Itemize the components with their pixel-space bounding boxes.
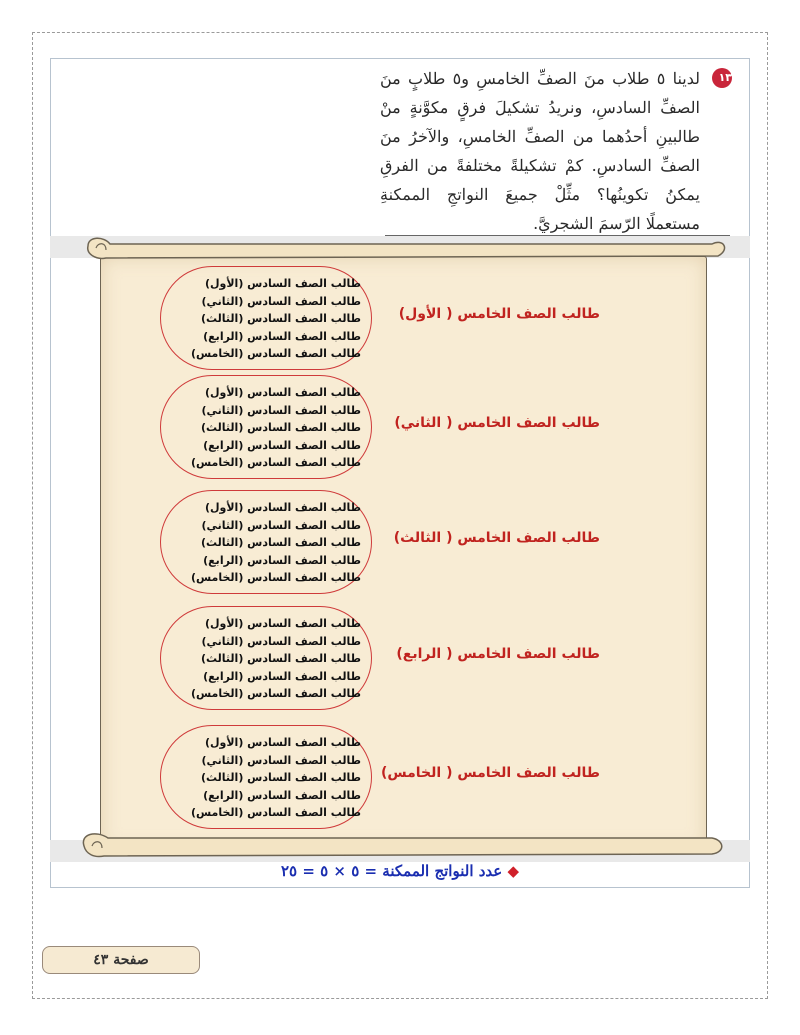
fifth-grade-student: طالب الصف الخامس ( الثالث) xyxy=(393,530,600,546)
sixth-grade-student: طالب الصف السادس (الخامس) xyxy=(190,456,361,469)
tree-group-5 xyxy=(160,725,720,829)
question-number-badge: ١٣ xyxy=(712,68,732,88)
sixth-grade-oval xyxy=(160,606,372,710)
scroll-top-roll-icon xyxy=(88,238,725,258)
sixth-grade-student: طالب الصف السادس (الثالث) xyxy=(201,421,361,434)
page-number-label: صفحة ٤٣ xyxy=(42,946,200,974)
sixth-grade-student: طالب الصف السادس (الثالث) xyxy=(201,312,361,325)
sixth-grade-student: طالب الصف السادس (الثالث) xyxy=(201,536,361,549)
sixth-grade-student: طالب الصف السادس (الثاني) xyxy=(201,294,361,308)
fifth-grade-student: طالب الصف الخامس ( الرابع) xyxy=(396,646,600,662)
sixth-grade-student: طالب الصف السادس (الثاني) xyxy=(201,518,361,532)
sixth-grade-student: طالب الصف السادس (الرابع) xyxy=(203,553,361,567)
sixth-grade-student: طالب الصف السادس (الثالث) xyxy=(201,652,361,665)
scroll-bottom-roll-icon xyxy=(83,834,721,857)
fifth-grade-student: طالب الصف الخامس ( الأول) xyxy=(398,306,600,322)
fifth-grade-student: طالب الصف الخامس ( الثاني) xyxy=(394,415,600,431)
sixth-grade-oval xyxy=(160,490,372,594)
tree-group-1 xyxy=(160,266,720,370)
sixth-grade-student: طالب الصف السادس (الأول) xyxy=(204,617,361,630)
sixth-grade-student: طالب الصف السادس (الثالث) xyxy=(201,771,361,784)
sixth-grade-student: طالب الصف السادس (الرابع) xyxy=(203,438,361,452)
tree-group-4 xyxy=(160,606,720,710)
sixth-grade-student: طالب الصف السادس (الخامس) xyxy=(190,687,361,700)
result-line xyxy=(220,862,580,880)
sixth-grade-student: طالب الصف السادس (الأول) xyxy=(204,277,361,290)
sixth-grade-student: طالب الصف السادس (الخامس) xyxy=(190,806,361,819)
sixth-grade-student: طالب الصف السادس (الأول) xyxy=(204,501,361,514)
sixth-grade-student: طالب الصف السادس (الرابع) xyxy=(203,788,361,802)
sixth-grade-student: طالب الصف السادس (الثاني) xyxy=(201,403,361,417)
sixth-grade-student: طالب الصف السادس (الرابع) xyxy=(203,329,361,343)
sixth-grade-student: طالب الصف السادس (الأول) xyxy=(204,736,361,749)
sixth-grade-oval xyxy=(160,725,372,829)
fifth-grade-student: طالب الصف الخامس ( الخامس) xyxy=(380,765,600,781)
sixth-grade-student: طالب الصف السادس (الثاني) xyxy=(201,634,361,648)
sixth-grade-student: طالب الصف السادس (الخامس) xyxy=(190,571,361,584)
tree-group-3 xyxy=(160,490,720,594)
sixth-grade-student: طالب الصف السادس (الخامس) xyxy=(190,347,361,360)
sixth-grade-oval xyxy=(160,266,372,370)
question-text: لدينا ٥ طلاب منَ الصفِّ الخامسِ و٥ طلابٍ منَ الصفِّ السادسِ، ونريدُ تشكيلَ فرقٍ مكوَّنةٍ منْ طالبينِ أحدُهما من الصفِّ الخامسِ، والآخرُ منَ الصفِّ السادسِ. كمْ تشكيلةً مختلفةً من الفرقِ يمكنُ تكوينُها؟ مثِّلْ جميعَ النواتجِ الممكنةِ مستعملًا الرّسمَ الشجريَّ. xyxy=(380,69,701,233)
tree-group-2 xyxy=(160,375,720,479)
sixth-grade-student: طالب الصف السادس (الأول) xyxy=(204,386,361,399)
diamond-bullet-icon: ◆ xyxy=(507,862,519,880)
sixth-grade-student: طالب الصف السادس (الثاني) xyxy=(201,753,361,767)
sixth-grade-student: طالب الصف السادس (الرابع) xyxy=(203,669,361,683)
result-text: عدد النواتج الممكنة = ٥ × ٥ = ٢٥ xyxy=(281,862,503,880)
sixth-grade-oval xyxy=(160,375,372,479)
